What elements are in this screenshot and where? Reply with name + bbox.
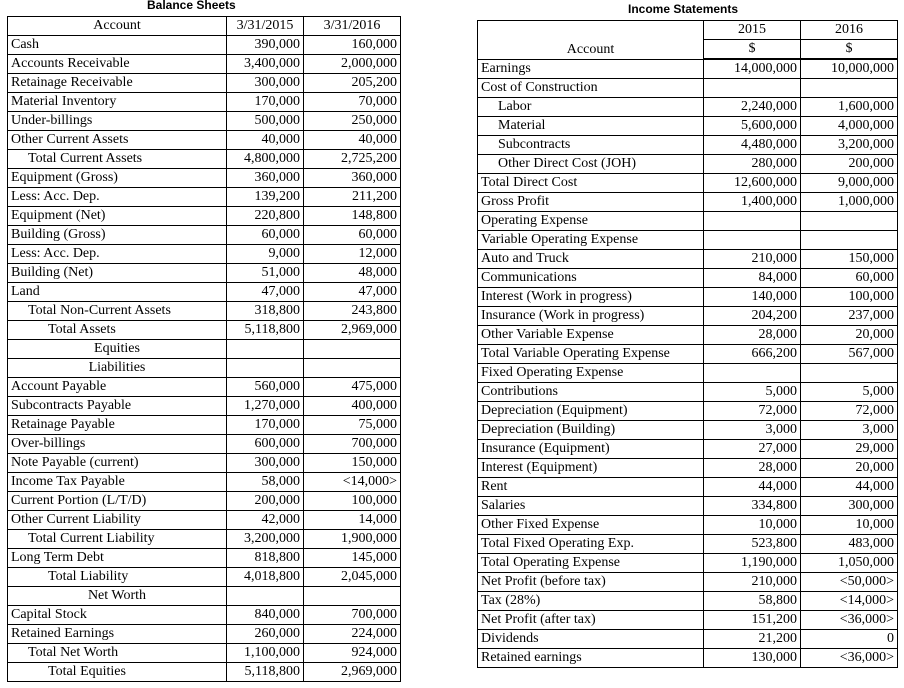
balance-2016-cell: 14,000 bbox=[304, 511, 401, 530]
income-row bbox=[478, 155, 898, 174]
income-account-cell: Earnings bbox=[478, 60, 704, 79]
income-row bbox=[478, 402, 898, 421]
income-row bbox=[478, 649, 898, 668]
income-2016-cell: 60,000 bbox=[801, 269, 898, 288]
income-account-cell: Labor bbox=[478, 98, 704, 117]
balance-2015-cell: 300,000 bbox=[227, 74, 304, 93]
balance-row bbox=[8, 454, 401, 473]
balance-2015-cell: 560,000 bbox=[227, 378, 304, 397]
balance-2015-cell: 600,000 bbox=[227, 435, 304, 454]
income-2016-cell bbox=[801, 212, 898, 231]
balance-2016-cell: 75,000 bbox=[304, 416, 401, 435]
balance-2016-cell: 211,200 bbox=[304, 188, 401, 207]
income-row bbox=[478, 554, 898, 573]
income-2016-cell: 1,600,000 bbox=[801, 98, 898, 117]
income-row bbox=[478, 250, 898, 269]
balance-account-cell: Total Net Worth bbox=[8, 644, 227, 663]
balance-2016-cell: 12,000 bbox=[304, 245, 401, 264]
balance-2015-cell: 4,018,800 bbox=[227, 568, 304, 587]
balance-row bbox=[8, 625, 401, 644]
balance-2016-cell bbox=[304, 587, 401, 606]
balance-2015-cell: 260,000 bbox=[227, 625, 304, 644]
balance-row bbox=[8, 93, 401, 112]
balance-row bbox=[8, 131, 401, 150]
income-account-cell: Gross Profit bbox=[478, 193, 704, 212]
income-2016-cell: 10,000,000 bbox=[801, 60, 898, 79]
income-2016-cell: 100,000 bbox=[801, 288, 898, 307]
balance-row bbox=[8, 587, 401, 606]
income-row bbox=[478, 98, 898, 117]
income-2015-cell bbox=[704, 212, 801, 231]
balance-account-cell: Note Payable (current) bbox=[8, 454, 227, 473]
balance-row bbox=[8, 359, 401, 378]
balance-row bbox=[8, 606, 401, 625]
income-2016-cell: 44,000 bbox=[801, 478, 898, 497]
balance-account-cell: Other Current Liability bbox=[8, 511, 227, 530]
income-2016-cell: 3,000 bbox=[801, 421, 898, 440]
balance-account-cell: Accounts Receivable bbox=[8, 55, 227, 74]
balance-2016-cell: 2,969,000 bbox=[304, 321, 401, 340]
income-2015-cell: 28,000 bbox=[704, 459, 801, 478]
balance-2015-cell: 220,800 bbox=[227, 207, 304, 226]
income-2015-cell: 140,000 bbox=[704, 288, 801, 307]
income-row bbox=[478, 136, 898, 155]
income-2015-cell: 4,480,000 bbox=[704, 136, 801, 155]
income-2015-cell: 666,200 bbox=[704, 345, 801, 364]
balance-account-cell: Other Current Assets bbox=[8, 131, 227, 150]
balance-row bbox=[8, 150, 401, 169]
balance-2015-cell bbox=[227, 340, 304, 359]
balance-2016-cell: 360,000 bbox=[304, 169, 401, 188]
balance-account-cell: Income Tax Payable bbox=[8, 473, 227, 492]
balance-row bbox=[8, 188, 401, 207]
balance-header-2016: 3/31/2016 bbox=[304, 17, 401, 36]
balance-header-2015: 3/31/2015 bbox=[227, 17, 304, 36]
income-2015-cell: 334,800 bbox=[704, 497, 801, 516]
balance-2015-cell: 42,000 bbox=[227, 511, 304, 530]
income-row bbox=[478, 269, 898, 288]
balance-2015-cell bbox=[227, 359, 304, 378]
balance-2015-cell: 3,400,000 bbox=[227, 55, 304, 74]
income-2015-cell: 58,800 bbox=[704, 592, 801, 611]
income-header-2015: 2015 bbox=[704, 21, 801, 40]
income-2016-cell: 300,000 bbox=[801, 497, 898, 516]
income-2015-cell: 2,240,000 bbox=[704, 98, 801, 117]
balance-2015-cell: 51,000 bbox=[227, 264, 304, 283]
income-row bbox=[478, 630, 898, 649]
income-2015-cell: 10,000 bbox=[704, 516, 801, 535]
income-2016-cell: 1,000,000 bbox=[801, 193, 898, 212]
income-2015-cell: 130,000 bbox=[704, 649, 801, 668]
balance-2015-cell: 4,800,000 bbox=[227, 150, 304, 169]
income-row bbox=[478, 60, 898, 79]
balance-row bbox=[8, 549, 401, 568]
balance-account-cell: Equipment (Net) bbox=[8, 207, 227, 226]
balance-2015-cell: 139,200 bbox=[227, 188, 304, 207]
balance-row bbox=[8, 264, 401, 283]
balance-sheet-title: Balance Sheets bbox=[147, 0, 236, 12]
balance-account-cell: Retainage Payable bbox=[8, 416, 227, 435]
balance-row bbox=[8, 283, 401, 302]
income-account-cell: Operating Expense bbox=[478, 212, 704, 231]
income-account-cell: Retained earnings bbox=[478, 649, 704, 668]
balance-row bbox=[8, 169, 401, 188]
income-row bbox=[478, 326, 898, 345]
balance-account-cell: Building (Gross) bbox=[8, 226, 227, 245]
balance-account-cell: Long Term Debt bbox=[8, 549, 227, 568]
income-2016-cell: <50,000> bbox=[801, 573, 898, 592]
balance-account-cell: Current Portion (L/T/D) bbox=[8, 492, 227, 511]
balance-account-cell: Capital Stock bbox=[8, 606, 227, 625]
income-statement-title: Income Statements bbox=[628, 2, 739, 16]
income-account-cell: Net Profit (after tax) bbox=[478, 611, 704, 630]
balance-account-cell: Total Current Assets bbox=[8, 150, 227, 169]
income-2016-cell bbox=[801, 364, 898, 383]
income-2015-cell: 151,200 bbox=[704, 611, 801, 630]
income-row bbox=[478, 345, 898, 364]
income-2016-cell: <14,000> bbox=[801, 592, 898, 611]
income-2016-cell: 1,050,000 bbox=[801, 554, 898, 573]
income-2015-cell: 44,000 bbox=[704, 478, 801, 497]
income-header-unit-2016: $ bbox=[801, 40, 898, 59]
income-account-cell: Insurance (Equipment) bbox=[478, 440, 704, 459]
balance-account-cell: Less: Acc. Dep. bbox=[8, 188, 227, 207]
income-2015-cell: 12,600,000 bbox=[704, 174, 801, 193]
income-2016-cell: 4,000,000 bbox=[801, 117, 898, 136]
balance-account-cell: Land bbox=[8, 283, 227, 302]
income-2015-cell: 21,200 bbox=[704, 630, 801, 649]
balance-account-cell: Liabilities bbox=[8, 359, 227, 378]
income-2016-cell: 29,000 bbox=[801, 440, 898, 459]
balance-account-cell: Under-billings bbox=[8, 112, 227, 131]
balance-sheet-table bbox=[7, 16, 401, 682]
income-2015-cell: 84,000 bbox=[704, 269, 801, 288]
balance-account-cell: Subcontracts Payable bbox=[8, 397, 227, 416]
income-2016-cell: 237,000 bbox=[801, 307, 898, 326]
balance-2016-cell: 48,000 bbox=[304, 264, 401, 283]
balance-row bbox=[8, 473, 401, 492]
income-header-2016: 2016 bbox=[801, 21, 898, 40]
balance-2016-cell bbox=[304, 359, 401, 378]
income-account-cell: Cost of Construction bbox=[478, 79, 704, 98]
balance-account-cell: Building (Net) bbox=[8, 264, 227, 283]
balance-account-cell: Account Payable bbox=[8, 378, 227, 397]
income-2016-cell: 5,000 bbox=[801, 383, 898, 402]
income-row bbox=[478, 307, 898, 326]
balance-2016-cell: 60,000 bbox=[304, 226, 401, 245]
balance-account-cell: Total Current Liability bbox=[8, 530, 227, 549]
income-2016-cell: 150,000 bbox=[801, 250, 898, 269]
balance-2015-cell: 47,000 bbox=[227, 283, 304, 302]
income-2016-cell: 20,000 bbox=[801, 459, 898, 478]
income-account-cell: Variable Operating Expense bbox=[478, 231, 704, 250]
balance-2015-cell: 60,000 bbox=[227, 226, 304, 245]
balance-2016-cell: 145,000 bbox=[304, 549, 401, 568]
income-account-cell: Subcontracts bbox=[478, 136, 704, 155]
balance-row bbox=[8, 435, 401, 454]
income-2015-cell bbox=[704, 79, 801, 98]
balance-2016-cell: 475,000 bbox=[304, 378, 401, 397]
income-2016-cell: 567,000 bbox=[801, 345, 898, 364]
balance-2015-cell: 500,000 bbox=[227, 112, 304, 131]
balance-row bbox=[8, 36, 401, 55]
balance-row bbox=[8, 55, 401, 74]
income-account-cell: Other Variable Expense bbox=[478, 326, 704, 345]
income-row bbox=[478, 364, 898, 383]
balance-account-cell: Total Non-Current Assets bbox=[8, 302, 227, 321]
balance-2015-cell: 1,100,000 bbox=[227, 644, 304, 663]
income-account-cell: Communications bbox=[478, 269, 704, 288]
income-2015-cell: 280,000 bbox=[704, 155, 801, 174]
balance-header-account: Account bbox=[8, 17, 227, 36]
income-2016-cell: 0 bbox=[801, 630, 898, 649]
balance-2016-cell: 148,800 bbox=[304, 207, 401, 226]
income-account-cell: Interest (Equipment) bbox=[478, 459, 704, 478]
balance-2016-cell: 700,000 bbox=[304, 435, 401, 454]
balance-2015-cell: 40,000 bbox=[227, 131, 304, 150]
income-row bbox=[478, 421, 898, 440]
income-account-cell: Auto and Truck bbox=[478, 250, 704, 269]
balance-2016-cell: 2,725,200 bbox=[304, 150, 401, 169]
income-account-cell: Other Direct Cost (JOH) bbox=[478, 155, 704, 174]
income-account-cell: Rent bbox=[478, 478, 704, 497]
income-2015-cell: 14,000,000 bbox=[704, 60, 801, 79]
balance-2015-cell: 318,800 bbox=[227, 302, 304, 321]
balance-account-cell: Less: Acc. Dep. bbox=[8, 245, 227, 264]
balance-row bbox=[8, 416, 401, 435]
balance-2015-cell: 9,000 bbox=[227, 245, 304, 264]
balance-row bbox=[8, 112, 401, 131]
income-account-cell: Salaries bbox=[478, 497, 704, 516]
income-2015-cell: 5,600,000 bbox=[704, 117, 801, 136]
income-2015-cell: 5,000 bbox=[704, 383, 801, 402]
income-2015-cell bbox=[704, 364, 801, 383]
income-account-cell: Contributions bbox=[478, 383, 704, 402]
income-row bbox=[478, 611, 898, 630]
balance-account-cell: Net Worth bbox=[8, 587, 227, 606]
income-2015-cell: 204,200 bbox=[704, 307, 801, 326]
balance-2015-cell: 360,000 bbox=[227, 169, 304, 188]
income-2016-cell: 483,000 bbox=[801, 535, 898, 554]
balance-account-cell: Total Liability bbox=[8, 568, 227, 587]
balance-2015-cell: 200,000 bbox=[227, 492, 304, 511]
balance-account-cell: Total Equities bbox=[8, 663, 227, 682]
balance-row bbox=[8, 302, 401, 321]
balance-2016-cell: <14,000> bbox=[304, 473, 401, 492]
balance-account-cell: Material Inventory bbox=[8, 93, 227, 112]
balance-2016-cell: 243,800 bbox=[304, 302, 401, 321]
income-row bbox=[478, 383, 898, 402]
income-row bbox=[478, 592, 898, 611]
income-2016-cell: <36,000> bbox=[801, 611, 898, 630]
income-2015-cell: 1,190,000 bbox=[704, 554, 801, 573]
balance-row bbox=[8, 340, 401, 359]
income-row bbox=[478, 231, 898, 250]
income-row bbox=[478, 193, 898, 212]
income-account-cell: Tax (28%) bbox=[478, 592, 704, 611]
balance-2015-cell: 840,000 bbox=[227, 606, 304, 625]
income-account-cell: Net Profit (before tax) bbox=[478, 573, 704, 592]
balance-2016-cell: 700,000 bbox=[304, 606, 401, 625]
income-2016-cell bbox=[801, 231, 898, 250]
balance-2016-cell: 205,200 bbox=[304, 74, 401, 93]
balance-row bbox=[8, 207, 401, 226]
income-account-cell: Material bbox=[478, 117, 704, 136]
balance-2015-cell: 5,118,800 bbox=[227, 663, 304, 682]
balance-2016-cell: 400,000 bbox=[304, 397, 401, 416]
balance-account-cell: Equities bbox=[8, 340, 227, 359]
income-2015-cell: 27,000 bbox=[704, 440, 801, 459]
balance-row bbox=[8, 663, 401, 682]
income-2016-cell: 3,200,000 bbox=[801, 136, 898, 155]
balance-account-cell: Equipment (Gross) bbox=[8, 169, 227, 188]
income-2016-cell: 10,000 bbox=[801, 516, 898, 535]
balance-2015-cell: 58,000 bbox=[227, 473, 304, 492]
income-header-unit-2015: $ bbox=[704, 40, 801, 59]
income-2016-cell bbox=[801, 79, 898, 98]
balance-2015-cell: 300,000 bbox=[227, 454, 304, 473]
balance-2015-cell: 5,118,800 bbox=[227, 321, 304, 340]
income-row bbox=[478, 212, 898, 231]
balance-2016-cell: 40,000 bbox=[304, 131, 401, 150]
income-row bbox=[478, 535, 898, 554]
balance-2016-cell: 70,000 bbox=[304, 93, 401, 112]
balance-account-cell: Cash bbox=[8, 36, 227, 55]
balance-2016-cell: 47,000 bbox=[304, 283, 401, 302]
balance-2016-cell: 924,000 bbox=[304, 644, 401, 663]
income-row bbox=[478, 459, 898, 478]
balance-2016-cell: 160,000 bbox=[304, 36, 401, 55]
income-2016-cell: 200,000 bbox=[801, 155, 898, 174]
balance-row bbox=[8, 226, 401, 245]
income-account-cell: Total Direct Cost bbox=[478, 174, 704, 193]
income-account-cell: Insurance (Work in progress) bbox=[478, 307, 704, 326]
balance-2015-cell: 818,800 bbox=[227, 549, 304, 568]
income-row bbox=[478, 573, 898, 592]
income-2015-cell: 210,000 bbox=[704, 250, 801, 269]
balance-2015-cell: 1,270,000 bbox=[227, 397, 304, 416]
balance-row bbox=[8, 530, 401, 549]
income-account-cell: Total Operating Expense bbox=[478, 554, 704, 573]
balance-2016-cell: 250,000 bbox=[304, 112, 401, 131]
income-2015-cell: 28,000 bbox=[704, 326, 801, 345]
balance-2016-cell: 2,969,000 bbox=[304, 663, 401, 682]
income-2015-cell: 210,000 bbox=[704, 573, 801, 592]
balance-account-cell: Retained Earnings bbox=[8, 625, 227, 644]
balance-2016-cell: 224,000 bbox=[304, 625, 401, 644]
balance-2015-cell: 170,000 bbox=[227, 93, 304, 112]
balance-row bbox=[8, 397, 401, 416]
income-row bbox=[478, 117, 898, 136]
income-row bbox=[478, 440, 898, 459]
balance-2015-cell: 3,200,000 bbox=[227, 530, 304, 549]
income-2015-cell: 3,000 bbox=[704, 421, 801, 440]
income-account-cell: Depreciation (Equipment) bbox=[478, 402, 704, 421]
balance-2016-cell: 150,000 bbox=[304, 454, 401, 473]
income-2015-cell: 72,000 bbox=[704, 402, 801, 421]
income-2016-cell: 20,000 bbox=[801, 326, 898, 345]
income-account-cell: Dividends bbox=[478, 630, 704, 649]
balance-2016-cell: 2,000,000 bbox=[304, 55, 401, 74]
balance-account-cell: Total Assets bbox=[8, 321, 227, 340]
balance-2015-cell: 390,000 bbox=[227, 36, 304, 55]
income-header-year-row bbox=[478, 21, 898, 40]
income-2016-cell: <36,000> bbox=[801, 649, 898, 668]
income-account-cell: Other Fixed Expense bbox=[478, 516, 704, 535]
income-2015-cell bbox=[704, 231, 801, 250]
balance-sheet-header-row bbox=[8, 17, 401, 36]
income-row bbox=[478, 174, 898, 193]
income-2016-cell: 9,000,000 bbox=[801, 174, 898, 193]
income-statement-table bbox=[477, 20, 898, 668]
income-row bbox=[478, 516, 898, 535]
income-row bbox=[478, 478, 898, 497]
income-2015-cell: 1,400,000 bbox=[704, 193, 801, 212]
balance-row bbox=[8, 492, 401, 511]
income-row bbox=[478, 79, 898, 98]
income-header-account: Account bbox=[478, 21, 704, 60]
income-row bbox=[478, 497, 898, 516]
balance-row bbox=[8, 644, 401, 663]
balance-2016-cell: 2,045,000 bbox=[304, 568, 401, 587]
balance-2016-cell: 100,000 bbox=[304, 492, 401, 511]
balance-row bbox=[8, 321, 401, 340]
balance-2015-cell: 170,000 bbox=[227, 416, 304, 435]
income-account-cell: Interest (Work in progress) bbox=[478, 288, 704, 307]
balance-row bbox=[8, 378, 401, 397]
balance-row bbox=[8, 511, 401, 530]
balance-account-cell: Over-billings bbox=[8, 435, 227, 454]
income-account-cell: Total Fixed Operating Exp. bbox=[478, 535, 704, 554]
income-2016-cell: 72,000 bbox=[801, 402, 898, 421]
balance-row bbox=[8, 74, 401, 93]
income-account-cell: Fixed Operating Expense bbox=[478, 364, 704, 383]
income-row bbox=[478, 288, 898, 307]
income-2015-cell: 523,800 bbox=[704, 535, 801, 554]
balance-2016-cell bbox=[304, 340, 401, 359]
balance-row bbox=[8, 245, 401, 264]
balance-2015-cell bbox=[227, 587, 304, 606]
income-account-cell: Total Variable Operating Expense bbox=[478, 345, 704, 364]
balance-account-cell: Retainage Receivable bbox=[8, 74, 227, 93]
balance-row bbox=[8, 568, 401, 587]
balance-2016-cell: 1,900,000 bbox=[304, 530, 401, 549]
income-account-cell: Depreciation (Building) bbox=[478, 421, 704, 440]
